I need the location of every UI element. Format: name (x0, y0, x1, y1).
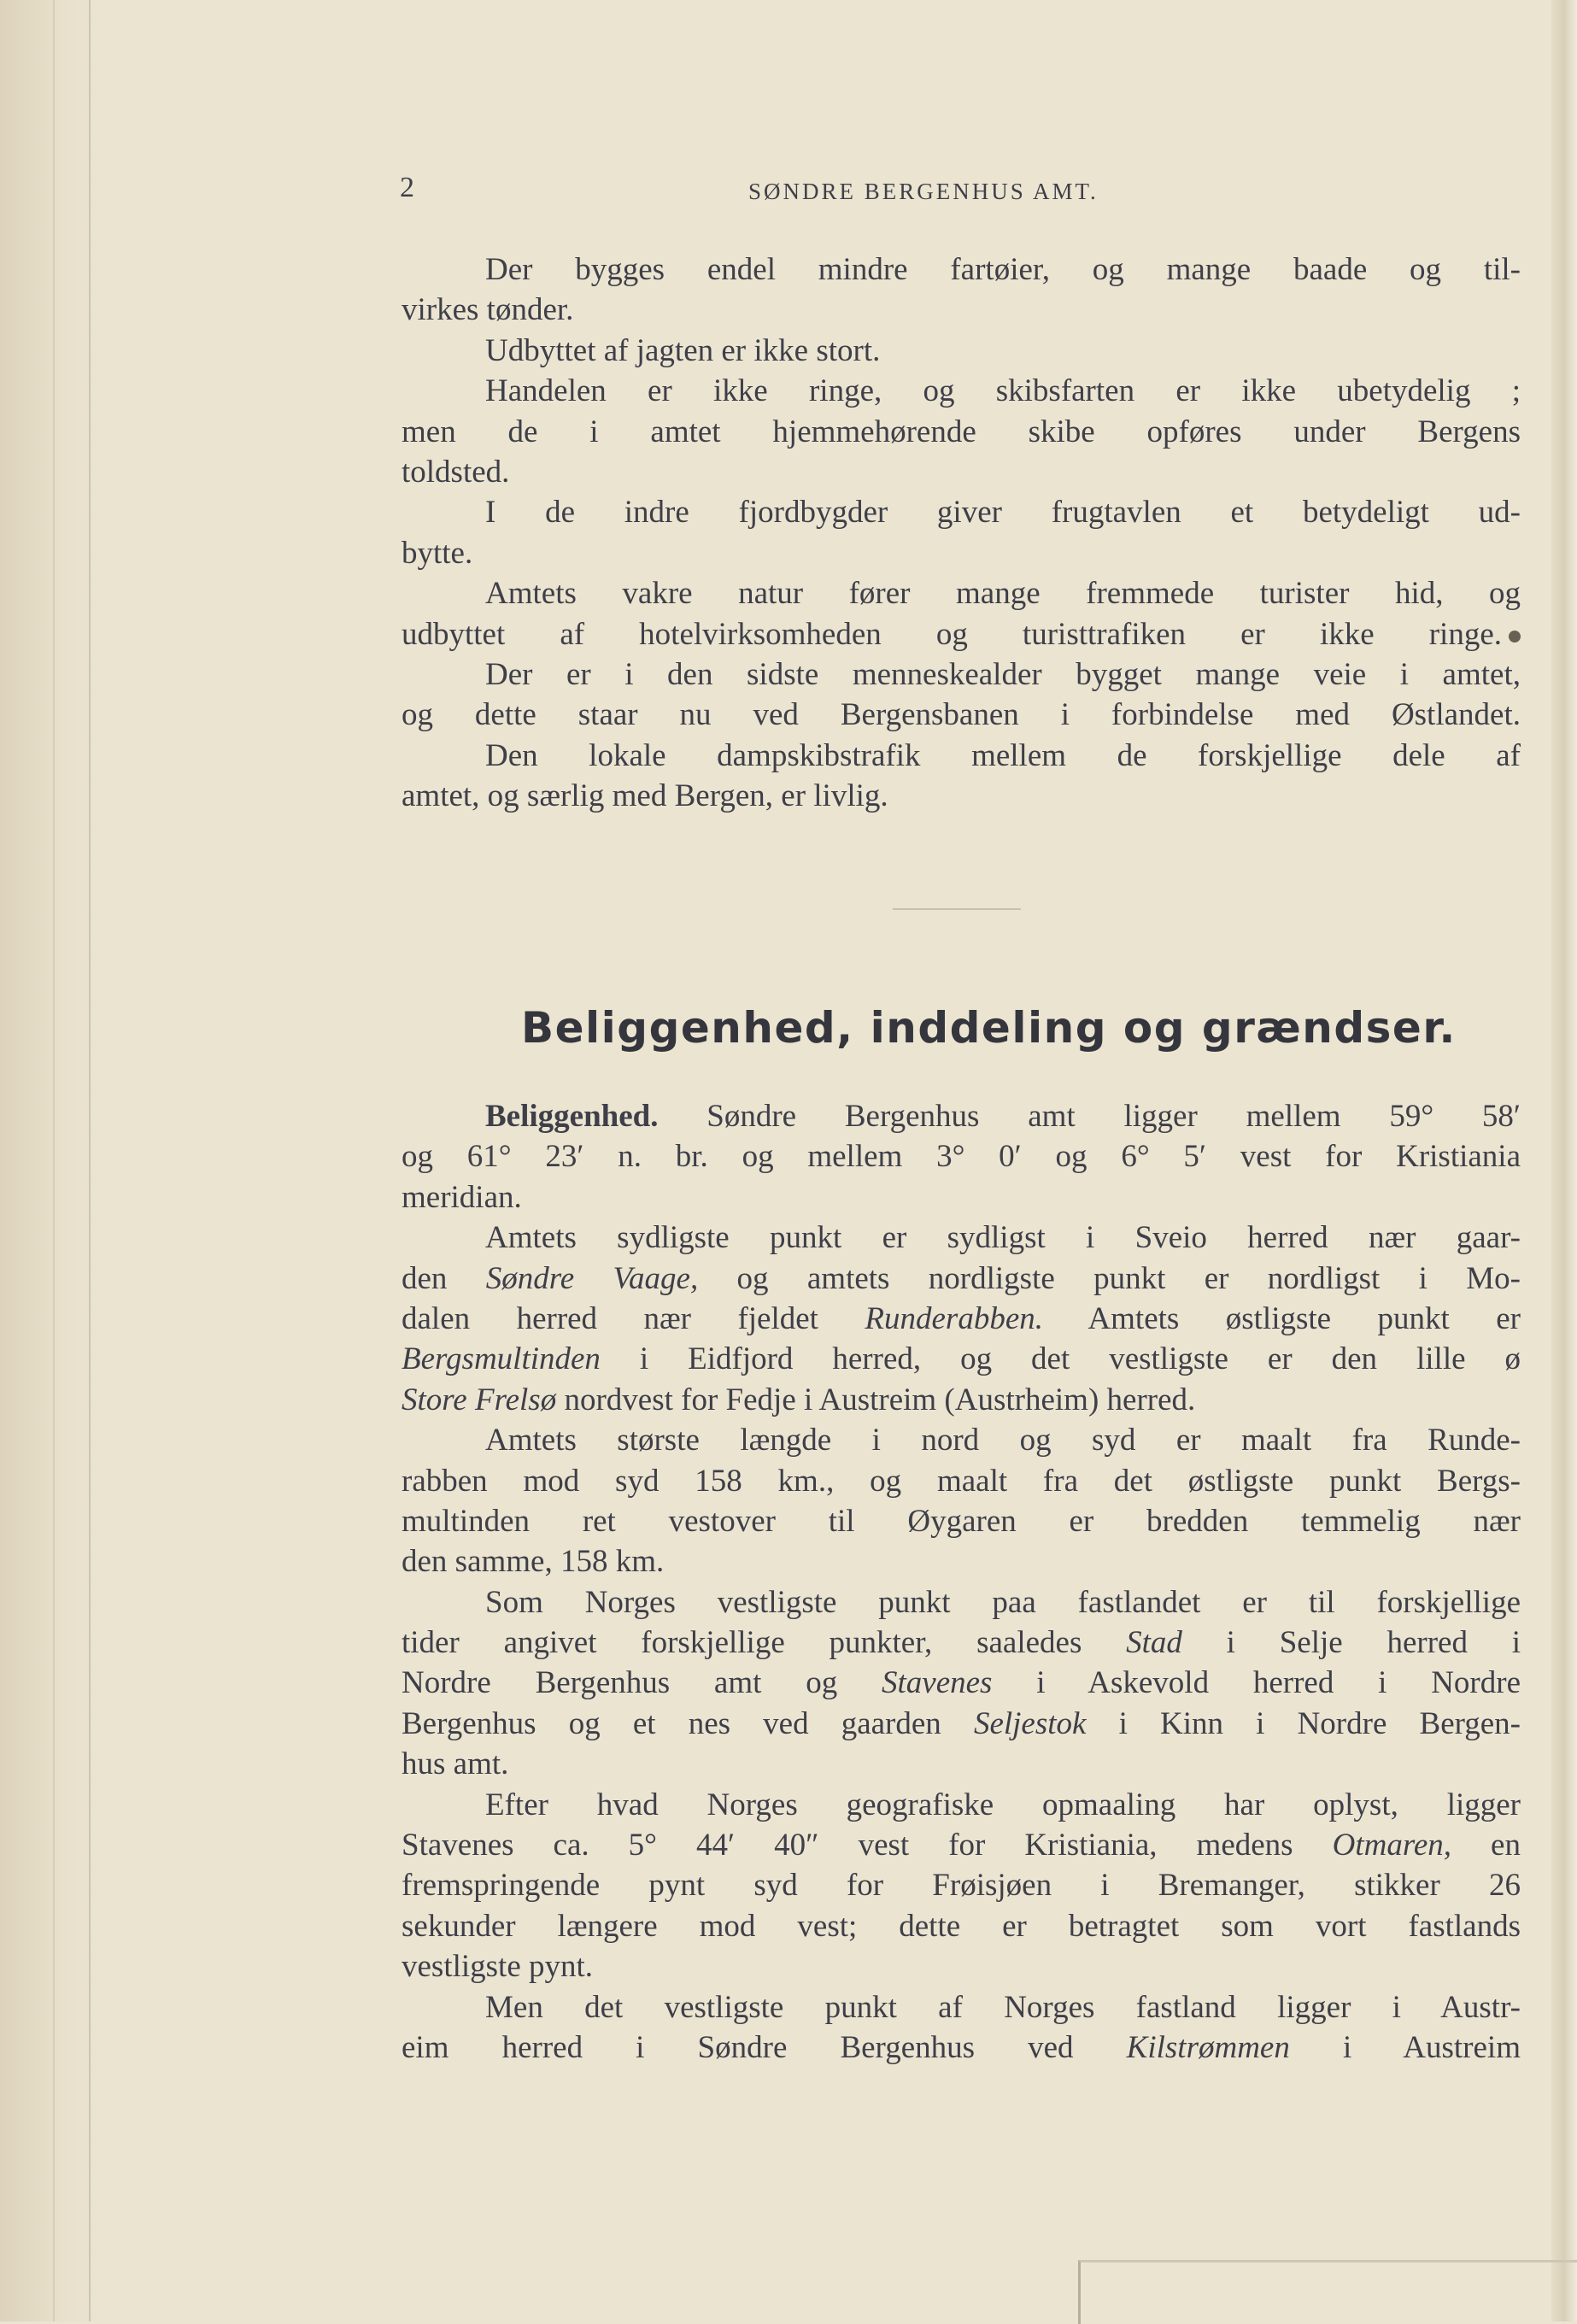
text-line: og dette staar nu ved Bergensbanen i forbindelse med Østlandet. (402, 697, 1521, 733)
text-line: Der er i den sidste menneskealder bygget mange veie i amtet, (485, 656, 1521, 692)
text-line: men de i amtet hjemmehørende skibe opføres under Bergens (402, 414, 1521, 449)
page-right-edge (1551, 0, 1577, 2321)
text-line: hus amt. (402, 1746, 509, 1782)
text-line: eim herred i Søndre Bergenhus ved Kilstrømmen i Austreim (402, 2029, 1521, 2065)
running-header (400, 172, 1519, 206)
text-line: den samme, 158 km. (402, 1544, 665, 1580)
text-line: Handelen er ikke ringe, og skibsfarten er ikke ubetydelig ; (485, 373, 1521, 409)
text-line: bytte. (402, 535, 473, 571)
text-line: rabben mod syd 158 km., og maalt fra det østligste punkt Bergs- (402, 1463, 1521, 1499)
text-line: vestligste pynt. (402, 1949, 594, 1985)
text-line: Udbyttet af jagten er ikke stort. (485, 332, 881, 368)
place-name: Stavenes (882, 1665, 993, 1701)
section-body (402, 1096, 1521, 2068)
text-line: sekunder længere mod vest; dette er betragtet som vort fastlands (402, 1908, 1521, 1944)
text-line: Bergsmultinden i Eidfjord herred, og det vestligste er den lille ø (402, 1341, 1521, 1377)
text-line: toldsted. (402, 454, 510, 490)
text-line: I de indre fjordbygder giver frugtavlen et betydeligt ud- (485, 495, 1521, 531)
place-name: Runderabben. (865, 1300, 1044, 1336)
text-line: Amtets største længde i nord og syd er maalt fra Runde- (485, 1423, 1521, 1458)
text-line: Der bygges endel mindre fartøier, og mange baade og til- (485, 252, 1521, 287)
text-line: Beliggenhed. Søndre Bergenhus amt ligger mellem 59° 58′ (485, 1099, 1521, 1134)
text-line: tider angivet forskjellige punkter, saaledes Stad i Selje herred i (402, 1625, 1521, 1661)
text-line: udbyttet af hotelvirksomheden og turisttrafiken er ikke ringe. (402, 614, 1521, 654)
ink-spot (1509, 631, 1521, 643)
text-line: Den lokale dampskibstrafik mellem de forskjellige dele af (485, 737, 1521, 773)
place-name: Søndre Vaage, (485, 1260, 699, 1296)
text-line: Stavenes ca. 5° 44′ 40″ vest for Kristiania, medens Otmaren, en (402, 1828, 1521, 1863)
place-name: Stad (1126, 1625, 1182, 1661)
text-line: multinden ret vestover til Øygaren er bredden temmelig nær (402, 1503, 1521, 1539)
text-line: fremspringende pynt syd for Frøisjøen i Bremanger, stikker 26 (402, 1868, 1521, 1904)
place-name: Bergsmultinden (402, 1341, 601, 1377)
place-name: Otmaren, (1332, 1828, 1452, 1863)
text-line: Amtets vakre natur fører mange fremmede turister hid, og (485, 576, 1521, 612)
text-line: dalen herred nær fjeldet Runderabben. Amtets østligste punkt er (402, 1300, 1521, 1336)
text-line: Som Norges vestligste punkt paa fastlandet er til forskjellige (485, 1584, 1521, 1620)
place-name: Store Frelsø (402, 1382, 557, 1417)
text-line: virkes tønder. (402, 292, 574, 328)
page-fold-line (89, 0, 91, 2321)
text-line: Men det vestligste punkt af Norges fastland ligger i Austr- (485, 1989, 1521, 2025)
text-line: Bergenhus og et nes ved gaarden Seljestok i Kinn i Nordre Bergen- (402, 1705, 1521, 1741)
text-line: Efter hvad Norges geografiske opmaaling har oplyst, ligger (485, 1787, 1521, 1822)
running-title: SØNDRE BERGENHUS AMT. (748, 179, 1099, 204)
section-heading: Beliggenhed, inddeling og grændser. (521, 1003, 1457, 1053)
text-line: Amtets sydligste punkt er sydligst i Sveio herred nær gaar- (485, 1220, 1521, 1256)
section-divider (893, 908, 1021, 910)
text-line: den Søndre Vaage, og amtets nordligste punkt er nordligst i Mo- (402, 1260, 1521, 1296)
page-number: 2 (400, 172, 414, 203)
page-fold-line-secondary (53, 0, 55, 2321)
page-gutter-shadow (0, 0, 103, 2321)
text-line: Nordre Bergenhus amt og Stavenes i Askevold herred i Nordre (402, 1665, 1521, 1701)
intro-text (402, 249, 1521, 816)
scan-margin-mark (1078, 2260, 1577, 2324)
text-line: meridian. (402, 1179, 522, 1215)
place-name: Seljestok (973, 1705, 1087, 1741)
text-line: amtet, og særlig med Bergen, er livlig. (402, 778, 888, 814)
place-name: Kilstrømmen (1126, 2029, 1290, 2065)
text-line: og 61° 23′ n. br. og mellem 3° 0′ og 6° 5′ vest for Kristiania (402, 1139, 1521, 1175)
paragraph-lead: Beliggenhed. (485, 1099, 659, 1134)
text-line: Store Frelsø nordvest for Fedje i Austreim (Austrheim) herred. (402, 1382, 1196, 1417)
